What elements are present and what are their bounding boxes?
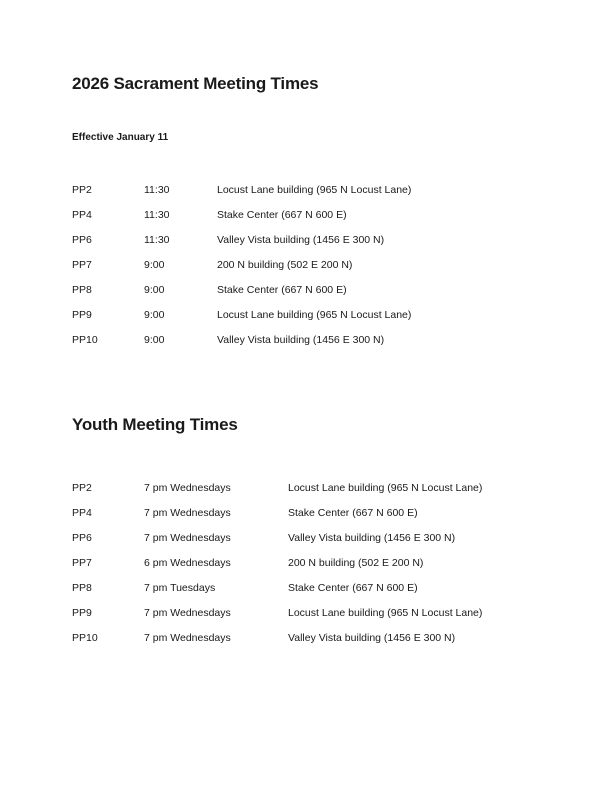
location-cell: Valley Vista building (1456 E 300 N) (217, 234, 385, 246)
youth-table-row (72, 505, 592, 521)
location-cell: Locust Lane building (965 N Locust Lane) (217, 309, 412, 321)
location-cell: Valley Vista building (1456 E 300 N) (217, 334, 385, 346)
location-cell: Stake Center (667 N 600 E) (288, 507, 418, 519)
time-cell: 11:30 (144, 184, 170, 196)
location-cell: Stake Center (667 N 600 E) (288, 582, 418, 594)
time-cell: 9:00 (144, 334, 165, 346)
location-cell: Locust Lane building (965 N Locust Lane) (217, 184, 412, 196)
unit-cell: PP4 (72, 507, 92, 519)
youth-section-title: Youth Meeting Times (72, 415, 238, 434)
sacrament-section-title: 2026 Sacrament Meeting Times (72, 74, 319, 93)
location-cell: Stake Center (667 N 600 E) (217, 284, 347, 296)
sacrament-table-row (72, 182, 592, 198)
location-cell: Valley Vista building (1456 E 300 N) (288, 632, 456, 644)
youth-table-row (72, 630, 592, 646)
time-cell: 7 pm Wednesdays (144, 607, 231, 619)
effective-date: Effective January 11 (72, 132, 169, 143)
location-cell: Locust Lane building (965 N Locust Lane) (288, 482, 483, 494)
time-cell: 7 pm Wednesdays (144, 482, 231, 494)
time-cell: 7 pm Tuesdays (144, 582, 216, 594)
sacrament-table-row (72, 207, 592, 223)
time-cell: 6 pm Wednesdays (144, 557, 231, 569)
location-cell: 200 N building (502 E 200 N) (288, 557, 424, 569)
unit-cell: PP7 (72, 259, 92, 271)
unit-cell: PP8 (72, 284, 92, 296)
youth-table-row (72, 480, 592, 496)
time-cell: 11:30 (144, 234, 170, 246)
youth-table-row (72, 605, 592, 621)
youth-table-row (72, 555, 592, 571)
sacrament-table-row (72, 232, 592, 248)
unit-cell: PP10 (72, 632, 98, 644)
unit-cell: PP2 (72, 184, 92, 196)
location-cell: Valley Vista building (1456 E 300 N) (288, 532, 456, 544)
sacrament-table-row (72, 307, 592, 323)
time-cell: 7 pm Wednesdays (144, 507, 231, 519)
time-cell: 9:00 (144, 284, 165, 296)
unit-cell: PP6 (72, 532, 92, 544)
unit-cell: PP8 (72, 582, 92, 594)
time-cell: 9:00 (144, 309, 165, 321)
location-cell: Stake Center (667 N 600 E) (217, 209, 347, 221)
unit-cell: PP10 (72, 334, 98, 346)
unit-cell: PP4 (72, 209, 92, 221)
time-cell: 7 pm Wednesdays (144, 632, 231, 644)
location-cell: Locust Lane building (965 N Locust Lane) (288, 607, 483, 619)
time-cell: 7 pm Wednesdays (144, 532, 231, 544)
unit-cell: PP6 (72, 234, 92, 246)
unit-cell: PP7 (72, 557, 92, 569)
time-cell: 11:30 (144, 209, 170, 221)
sacrament-table-row (72, 282, 592, 298)
location-cell: 200 N building (502 E 200 N) (217, 259, 353, 271)
time-cell: 9:00 (144, 259, 165, 271)
youth-table-row (72, 580, 592, 596)
unit-cell: PP9 (72, 607, 92, 619)
sacrament-table-row (72, 257, 592, 273)
youth-table-row (72, 530, 592, 546)
unit-cell: PP9 (72, 309, 92, 321)
unit-cell: PP2 (72, 482, 92, 494)
sacrament-table-row (72, 332, 592, 348)
